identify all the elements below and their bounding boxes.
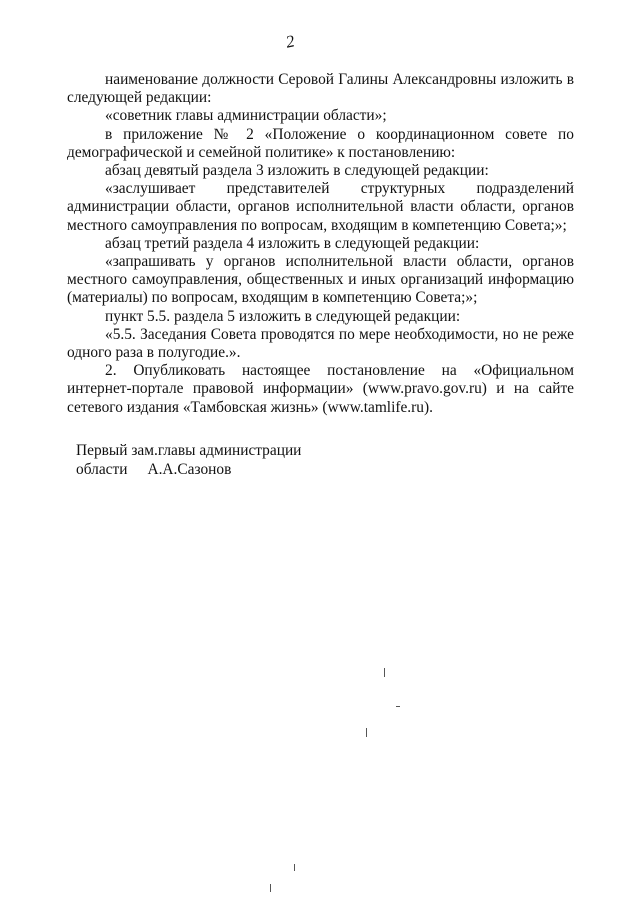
paragraph: 2. Опубликовать настоящее постановление на «Официальном интернет-портале правовой информации» (www.pravo.gov.ru) и на сайте сетевого издания «Тамбовская жизнь» (www.tamlife.ru). <box>67 362 574 416</box>
paragraph: «советник главы администрации области»; <box>105 107 387 125</box>
scan-speck <box>396 706 400 707</box>
paragraph: в приложение № 2 «Положение о координационном совете по демографической и семейной политике» к постановлению: <box>67 125 574 161</box>
signature-block <box>76 442 301 479</box>
signatory-position: Первый зам.главы администрации <box>76 442 302 459</box>
signatory-line-2 <box>76 461 301 480</box>
scan-speck <box>384 668 385 677</box>
paragraph: «запрашивать у органов исполнительной власти области, органов местного самоуправления, общественных и иных организаций информацию (материалы) по вопросам, входящим в компетенцию Совета;»; <box>67 253 574 307</box>
signatory-position-cont: области <box>76 460 128 478</box>
paragraph: наименование должности Серовой Галины Александровны изложить в следующей редакции: <box>67 71 574 107</box>
signatory-name: А.А.Сазонов <box>147 460 232 478</box>
scan-speck <box>366 728 367 737</box>
paragraph: абзац девятый раздела 3 изложить в следующей редакции: <box>105 162 489 180</box>
paragraph: «5.5. Заседания Совета проводятся по мере необходимости, но не реже одного раза в полугодие.». <box>67 325 574 362</box>
paragraph: «заслушивает представителей структурных подразделений администрации области, органов исполнительной власти области, органов местного самоуправления по вопросам, входящим в компетенцию Совета;»; <box>67 180 574 234</box>
scan-speck <box>270 884 271 892</box>
page-number: 2 <box>284 31 297 52</box>
paragraph: пункт 5.5. раздела 5 изложить в следующей редакции: <box>105 307 461 325</box>
paragraph: абзац третий раздела 4 изложить в следующей редакции: <box>105 234 480 252</box>
scan-speck <box>294 864 295 871</box>
document-body <box>67 71 574 417</box>
